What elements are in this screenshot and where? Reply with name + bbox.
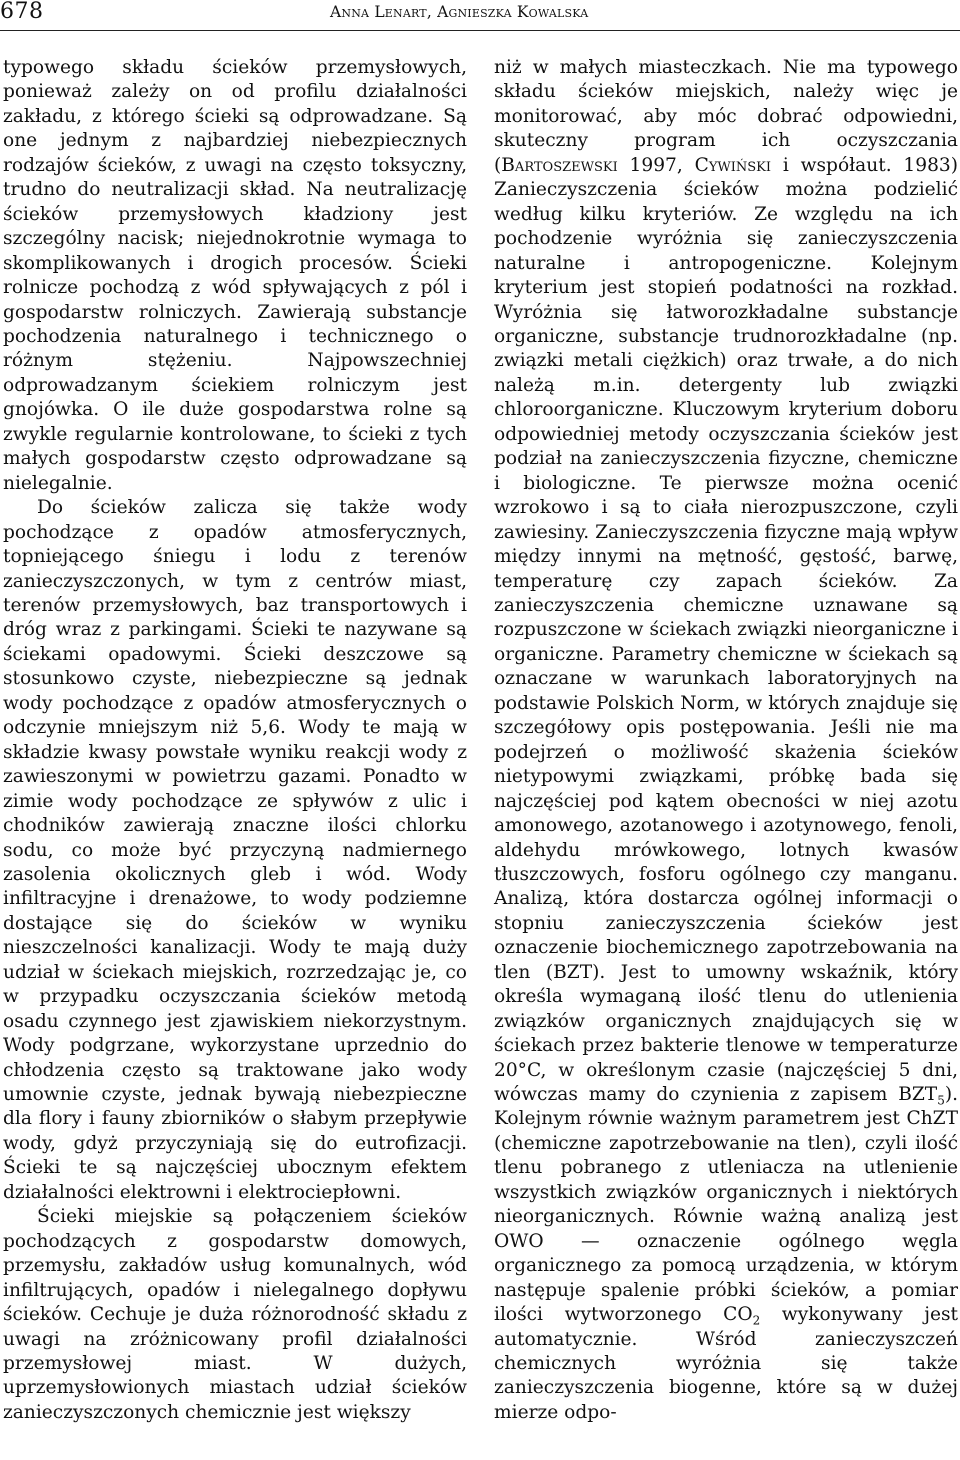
subscript: 5 [937, 1093, 945, 1108]
page-number: 678 [0, 0, 44, 24]
text-run: wykonywany jest automatycznie. Wśród zanieczyszczeń chemicznych wyróżnia się także zanieczyszczenia biogenne, które są w dużej mierze odpo- [494, 1304, 958, 1423]
citation-author: Bartoszewski [501, 154, 618, 176]
text-run: ). Kolejnym równie ważnym parametrem jest ChZT (chemiczne zapotrzebowanie na tlen), czyli ilość tlenu pobranego z utleniacza na utlenienie wszystkich związków organicznych i niektórych nieorganicznych. Równie ważną analizą jest OWO — oznaczenie ogólnego węgla organicznego za pomocą urządzenia, w którym następuje spalenie próbki ścieków, a pomiar ilości wytworzonego CO [494, 1084, 958, 1326]
citation-author: Cywiński [694, 154, 772, 176]
text-run: niż w małych miasteczkach. Nie ma typowego składu ścieków miejskich, należy więc je monitorować, aby móc dobrać odpowiedni, skuteczny program ich oczyszczania ( [494, 57, 958, 176]
text-run: i współaut. 1983) Zanieczyszczenia ścieków można podzielić według kilku kryteriów. Ze względu na ich pochodzenie wyróżnia się zanieczyszczenia naturalne i antropogeniczne. Kolejnym kryterium jest stopień podatności na rozkład. Wyróżnia się łatworozkładalne substancje organiczne, substancje trudnorozkładalne (np. związki metali ciężkich) oraz trwałe, a do nich należą m.in. detergenty lub związki chloroorganiczne. Kluczowym kryterium doboru odpowiedniej metody oczyszczania ścieków jest podział na zanieczyszczenia fizyczne, chemiczne i biologiczne. Te pierwsze można ocenić wzrokowo i są to ciała nierozpuszczone, czyli zawiesiny. Zanieczyszczenia fizyczne mają wpływ między innymi na mętność, gęstość, barwę, temperaturę czy zapach ścieków. Za zanieczyszczenia chemiczne uznawane są rozpuszczone w ściekach związki nieorganiczne i organiczne. Parametry chemiczne w ściekach są oznaczane w warunkach laboratoryjnych na podstawie Polskich Norm, w których znajduje się szczegółowy opis postępowania. Jeśli nie ma podejrzeń o możliwość skażenia ścieków nietypowymi związkami, próbkę bada się najczęściej pod kątem obecności w niej azotu amonowego, azotanowego i azotynowego, fenoli, aldehydu mrówkowego, lotnych kwasów tłuszczowych, fosforu ogólnego czy manganu. Analizą, która dostarcza ogólnej informacji o stopniu zanieczyszczenia ścieków jest oznaczenie biochemicznego zapotrzebowania na tlen (BZT). Jest to umowny wskaźnik, który określa wymaganą ilość tlenu do utlenienia związków organicznych znajdujących się w ściekach przez bakterie tlenowe w temperaturze 20°C, w określonym czasie (najczęściej 5 dni, wówczas mamy do czynienia z zapisem BZT [494, 154, 958, 1106]
running-head: Anna Lenart, Agnieszka Kowalska [330, 3, 589, 21]
right-column [494, 56, 958, 1425]
left-column [3, 56, 467, 1425]
text-run: 1997, [617, 154, 695, 176]
paragraph [494, 56, 958, 1425]
paragraph: Do ścieków zalicza się także wody pochodzące z opadów atmosferycznych, topniejącego śniegu i lodu z terenów zanieczyszczonych, w tym z centrów miast, terenów przemysłowych, baz transportowych i dróg wraz z parkingami. Ścieki te nazywane są ściekami opadowymi. Ścieki deszczowe są stosunkowo czyste, niebezpieczne są jednak wody pochodzące z opadów atmosferycznych o odczynie mniejszym niż 5,6. Wody te mają w składzie kwasy powstałe wyniku reakcji wody z zawieszonymi w powietrzu gazami. Ponadto w zimie wody pochodzące ze spływów z ulic i chodników zawierają znaczne ilości chlorku sodu, co może być przyczyną nadmiernego zasolenia okolicznych gleb i wód. Wody infiltracyjne i drenażowe, to wody podziemne dostające się do ścieków w wyniku nieszczelności kanalizacji. Wody te mają duży udział w ściekach miejskich, rozrzedzając je, co w przypadku oczyszczania ścieków metodą osadu czynnego jest zjawiskiem niekorzystnym. Wody podgrzane, wykorzystane uprzednio do chłodzenia często są traktowane jako wody umownie czyste, jednak bywają niebezpieczne dla flory i fauny zbiorników o słabym przepływie wody, gdyż przyczyniają się do eutrofizacji. Ścieki te są najczęściej ubocznym efektem działalności elektrowni i elektrociepłowni. [3, 497, 467, 1203]
header-rule [0, 30, 960, 31]
page-header [0, 0, 960, 30]
subscript: 2 [752, 1313, 761, 1328]
paragraph: Ścieki miejskie są połączeniem ścieków pochodzących z gospodarstw domowych, przemysłu, zakładów usług komunalnych, wód infiltrujących, opadów i nielegalnego dopływu ścieków. Cechuje je duża różnorodność składu z uwagi na zróżnicowany profil działalności przemysłowej miast. W dużych, uprzemysłowionych miastach udział ścieków zanieczyszczonych chemicznie jest większy [3, 1206, 467, 1423]
paragraph: typowego składu ścieków przemysłowych, ponieważ zależy on od profilu działalności zakładu, z którego ścieki są odprowadzane. Są one jednym z najbardziej niebezpiecznych rodzajów ścieków, z uwagi na często toksyczny, trudno do neutralizacji skład. Na neutralizację ścieków przemysłowych kładziony jest szczególny nacisk; niejednokrotnie wymaga to skomplikowanych i drogich procesów. Ścieki rolnicze pochodzą z wód spływających z pól i gospodarstw rolniczych. Zawierają substancje pochodzenia naturalnego i technicznego o różnym stężeniu. Najpowszechniej odprowadzanym ściekiem rolniczym jest gnojówka. O ile duże gospodarstwa rolne są zwykle regularnie kontrolowane, to ścieki z tych małych gospodarstw często odprowadzane są nielegalnie. [3, 57, 467, 494]
